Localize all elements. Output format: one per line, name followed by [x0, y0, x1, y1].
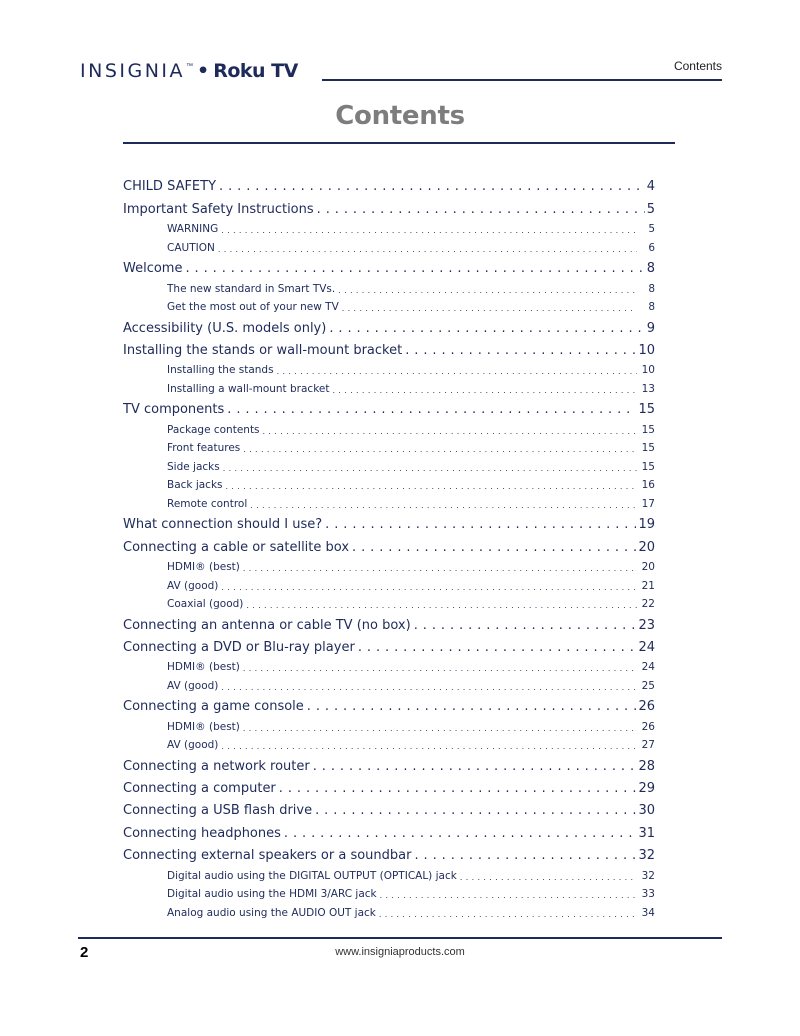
- toc-entry-page-number: 31: [638, 825, 655, 841]
- toc-entry-page-number: 22: [641, 598, 655, 611]
- toc-entry-label: Side jacks: [167, 460, 220, 473]
- toc-chapter-entry[interactable]: [123, 841, 655, 863]
- toc-section-entry[interactable]: [167, 673, 655, 692]
- toc-entry-page-number: 5: [648, 223, 655, 236]
- toc-dot-leader: [221, 583, 637, 592]
- toc-chapter-entry[interactable]: [123, 254, 655, 276]
- toc-entry-page-number: 25: [641, 679, 655, 692]
- toc-dot-leader: [460, 873, 637, 882]
- toc-entry-label: HDMI® (best): [167, 720, 240, 733]
- brand-separator: •: [197, 60, 210, 82]
- toc-entry-label: Get the most out of your new TV: [167, 301, 339, 314]
- toc-section-entry[interactable]: [167, 454, 655, 473]
- toc-entry-label: Digital audio using the DIGITAL OUTPUT (OPTICAL) jack: [167, 869, 457, 882]
- page-title: Contents: [335, 101, 465, 131]
- toc-dot-leader: [223, 464, 637, 473]
- toc-section-entry[interactable]: [167, 473, 655, 492]
- toc-section-entry[interactable]: [167, 276, 655, 295]
- toc-entry-label: Connecting a game console: [123, 699, 304, 715]
- toc-dot-leader: [218, 245, 637, 254]
- footer-url[interactable]: www.insigniaproducts.com: [335, 946, 465, 958]
- trademark-symbol: ™: [186, 63, 194, 70]
- toc-chapter-entry[interactable]: [123, 796, 655, 818]
- toc-chapter-entry[interactable]: [123, 818, 655, 840]
- toc-entry-label: Connecting a computer: [123, 781, 276, 797]
- toc-entry-label: Connecting a network router: [123, 758, 310, 774]
- toc-chapter-entry[interactable]: [123, 774, 655, 796]
- running-header-section: Contents: [673, 59, 722, 73]
- page-number: 2: [80, 944, 89, 961]
- toc-entry-page-number: 8: [648, 301, 655, 314]
- toc-entry-page-number: 28: [638, 758, 655, 774]
- toc-entry-page-number: 13: [641, 382, 655, 395]
- toc-dot-leader: [338, 286, 637, 295]
- toc-entry-page-number: 10: [638, 342, 655, 358]
- toc-dot-leader: [317, 202, 645, 217]
- footer-divider: [78, 937, 722, 939]
- toc-entry-label: Analog audio using the AUDIO OUT jack: [167, 906, 376, 919]
- toc-entry-label: Front features: [167, 442, 241, 455]
- toc-chapter-entry[interactable]: [123, 610, 655, 632]
- toc-entry-label: TV components: [123, 402, 225, 418]
- toc-section-entry[interactable]: [167, 573, 655, 592]
- toc-entry-page-number: 26: [638, 699, 655, 715]
- toc-entry-page-number: 9: [646, 320, 655, 336]
- brand-name: INSIGNIA: [80, 60, 186, 82]
- toc-chapter-entry[interactable]: [123, 395, 655, 417]
- toc-entry-page-number: 4: [646, 179, 655, 195]
- toc-entry-label: Connecting headphones: [123, 825, 281, 841]
- toc-entry-label: Coaxial (good): [167, 598, 244, 611]
- toc-entry-label: Connecting an antenna or cable TV (no box): [123, 617, 411, 633]
- toc-entry-label: Digital audio using the HDMI 3/ARC jack: [167, 888, 377, 901]
- toc-dot-leader: [279, 781, 637, 796]
- toc-dot-leader: [333, 386, 638, 395]
- toc-entry-label: AV (good): [167, 679, 219, 692]
- toc-entry-page-number: 34: [641, 906, 655, 919]
- toc-entry-label: Connecting a USB flash drive: [123, 803, 313, 819]
- page-header: [0, 0, 800, 90]
- toc-entry-page-number: 16: [641, 479, 655, 492]
- toc-dot-leader: [246, 601, 637, 610]
- toc-entry-label: Welcome: [123, 261, 183, 277]
- toc-section-entry[interactable]: [167, 436, 655, 455]
- toc-dot-leader: [380, 891, 637, 900]
- toc-entry-label: CHILD SAFETY: [123, 179, 217, 195]
- toc-dot-leader: [313, 759, 637, 774]
- toc-entry-page-number: 6: [648, 241, 655, 254]
- toc-dot-leader: [358, 640, 637, 655]
- toc-entry-label: CAUTION: [167, 241, 215, 254]
- toc-section-entry[interactable]: [167, 863, 655, 882]
- toc-entry-page-number: 20: [641, 561, 655, 574]
- toc-section-entry[interactable]: [167, 417, 655, 436]
- toc-dot-leader: [307, 699, 637, 714]
- toc-chapter-entry[interactable]: [123, 751, 655, 773]
- insignia-roku-tv-logo: [80, 60, 298, 82]
- toc-dot-leader: [284, 826, 637, 841]
- toc-dot-leader: [221, 226, 637, 235]
- toc-dot-leader: [243, 564, 637, 573]
- toc-section-entry[interactable]: [167, 900, 655, 919]
- header-divider: [322, 79, 722, 81]
- toc-entry-page-number: 29: [638, 781, 655, 797]
- toc-dot-leader: [414, 618, 637, 633]
- toc-entry-page-number: 19: [638, 517, 655, 533]
- toc-section-entry[interactable]: [167, 882, 655, 901]
- product-name: Roku TV: [213, 60, 298, 82]
- toc-entry-label: Important Safety Instructions: [123, 201, 314, 217]
- toc-entry-page-number: 15: [641, 442, 655, 455]
- toc-chapter-entry[interactable]: [123, 336, 655, 358]
- toc-dot-leader: [243, 724, 637, 733]
- toc-entry-label: Installing a wall-mount bracket: [167, 382, 330, 395]
- toc-entry-label: Connecting external speakers or a soundbar: [123, 848, 412, 864]
- toc-entry-page-number: 20: [638, 539, 655, 555]
- toc-chapter-entry[interactable]: [123, 692, 655, 714]
- toc-entry-page-number: 5: [646, 201, 655, 217]
- toc-section-entry[interactable]: [167, 655, 655, 674]
- toc-dot-leader: [221, 683, 637, 692]
- toc-entry-page-number: 21: [641, 579, 655, 592]
- toc-entry-label: Back jacks: [167, 479, 223, 492]
- toc-entry-label: AV (good): [167, 739, 219, 752]
- toc-entry-page-number: 32: [638, 848, 655, 864]
- toc-chapter-entry[interactable]: [123, 313, 655, 335]
- toc-entry-label: AV (good): [167, 579, 219, 592]
- toc-chapter-entry[interactable]: [123, 510, 655, 532]
- toc-entry-label: HDMI® (best): [167, 561, 240, 574]
- toc-entry-page-number: 15: [641, 423, 655, 436]
- toc-dot-leader: [185, 261, 644, 276]
- toc-dot-leader: [227, 402, 636, 417]
- toc-section-entry[interactable]: [167, 555, 655, 574]
- toc-dot-leader: [329, 321, 644, 336]
- toc-dot-leader: [379, 910, 637, 919]
- toc-entry-page-number: 33: [641, 888, 655, 901]
- toc-entry-label: Installing the stands or wall-mount bracket: [123, 342, 403, 358]
- toc-dot-leader: [226, 482, 637, 491]
- toc-entry-label: Connecting a cable or satellite box: [123, 539, 350, 555]
- toc-dot-leader: [250, 501, 637, 510]
- toc-entry-label: Remote control: [167, 497, 248, 510]
- toc-dot-leader: [277, 367, 637, 376]
- toc-section-entry[interactable]: [167, 592, 655, 611]
- toc-section-entry[interactable]: [167, 235, 655, 254]
- toc-chapter-entry[interactable]: [123, 194, 655, 216]
- toc-entry-label: What connection should I use?: [123, 517, 323, 533]
- toc-section-entry[interactable]: [167, 376, 655, 395]
- toc-section-entry[interactable]: [167, 491, 655, 510]
- toc-dot-leader: [405, 343, 636, 358]
- toc-section-entry[interactable]: [167, 295, 655, 314]
- toc-dot-leader: [219, 179, 645, 194]
- toc-chapter-entry[interactable]: [123, 633, 655, 655]
- toc-entry-page-number: 27: [641, 739, 655, 752]
- toc-dot-leader: [315, 803, 636, 818]
- toc-dot-leader: [243, 445, 637, 454]
- title-divider: [123, 142, 675, 144]
- toc-entry-label: WARNING: [167, 223, 219, 236]
- toc-entry-label: Connecting a DVD or Blu-ray player: [123, 639, 355, 655]
- toc-entry-page-number: 8: [646, 261, 655, 277]
- toc-dot-leader: [352, 540, 636, 555]
- toc-entry-page-number: 15: [641, 460, 655, 473]
- toc-entry-page-number: 26: [641, 720, 655, 733]
- toc-entry-page-number: 32: [641, 869, 655, 882]
- toc-entry-label: HDMI® (best): [167, 661, 240, 674]
- toc-entry-page-number: 10: [641, 364, 655, 377]
- toc-entry-page-number: 23: [638, 617, 655, 633]
- toc-dot-leader: [342, 304, 637, 313]
- toc-section-entry[interactable]: [167, 217, 655, 236]
- toc-section-entry[interactable]: [167, 714, 655, 733]
- toc-dot-leader: [325, 517, 636, 532]
- toc-entry-page-number: 17: [641, 497, 655, 510]
- toc-entry-label: The new standard in Smart TVs.: [167, 282, 336, 295]
- toc-dot-leader: [414, 848, 636, 863]
- toc-entry-label: Package contents: [167, 423, 260, 436]
- toc-entry-page-number: 8: [648, 282, 655, 295]
- toc-chapter-entry[interactable]: [123, 532, 655, 554]
- toc-entry-page-number: 15: [638, 402, 655, 418]
- toc-section-entry[interactable]: [167, 358, 655, 377]
- table-of-contents: [123, 172, 655, 919]
- toc-entry-page-number: 30: [638, 803, 655, 819]
- toc-dot-leader: [243, 664, 637, 673]
- toc-entry-label: Installing the stands: [167, 364, 274, 377]
- toc-section-entry[interactable]: [167, 733, 655, 752]
- toc-chapter-entry[interactable]: [123, 172, 655, 194]
- toc-entry-page-number: 24: [638, 639, 655, 655]
- toc-entry-label: Accessibility (U.S. models only): [123, 320, 327, 336]
- toc-entry-page-number: 24: [641, 661, 655, 674]
- toc-dot-leader: [221, 742, 637, 751]
- toc-dot-leader: [263, 427, 637, 436]
